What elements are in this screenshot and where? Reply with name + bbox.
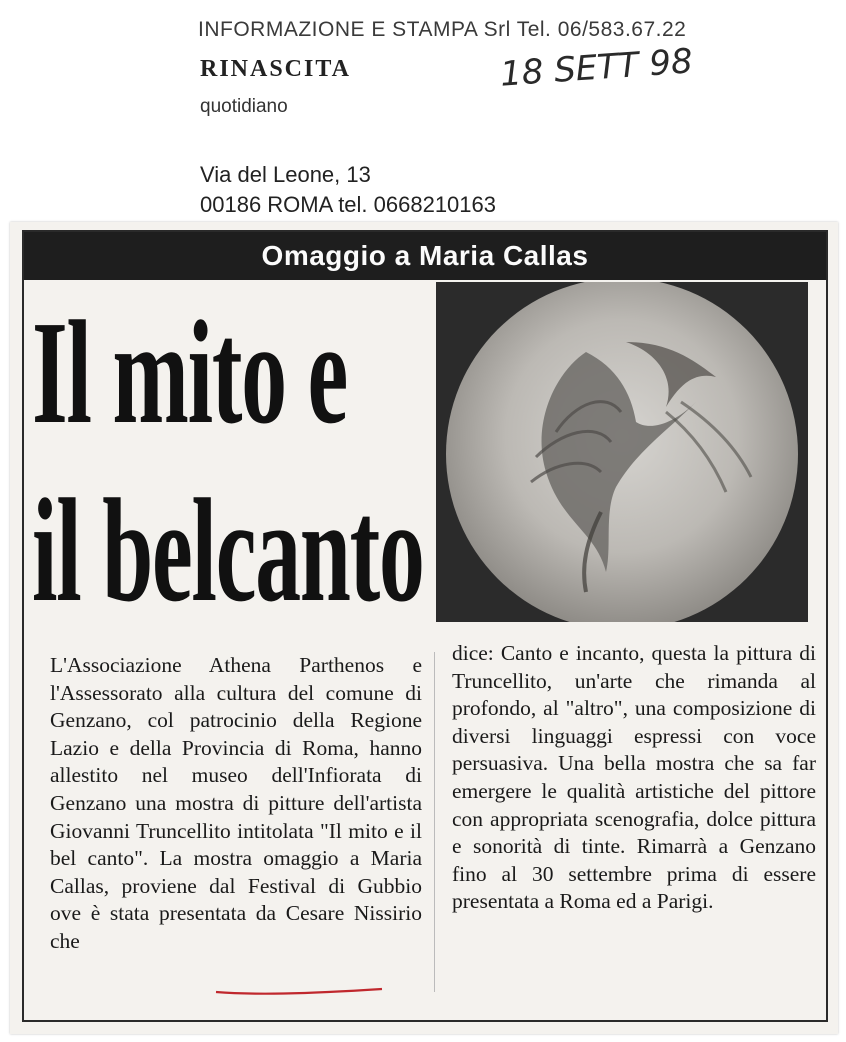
headline (32, 284, 424, 644)
handwritten-underline (214, 986, 384, 996)
headline-line-1: Il mito e (32, 291, 348, 455)
headline-line-2: il belcanto (32, 469, 424, 633)
newspaper-clipping (10, 222, 838, 1034)
column-divider (434, 652, 435, 992)
kicker-text: Omaggio a Maria Callas (261, 240, 589, 271)
newspaper-frequency: quotidiano (200, 96, 288, 117)
article-body-right: dice: Canto e incanto, questa la pittura di Truncellito, un'arte che rimanda al profondo, al "altro", una composizione di diversi linguaggi espressi con voce persuasiva. Una bella mostra che sa far emergere le qualità artistiche del pittore con appropriata scenografia, dolce pittura e sonorità di tinte. Rimarrà a Genzano fino al 30 settembre prima di essere presentata a Roma ed a Parigi. (452, 641, 816, 914)
kicker-banner (24, 232, 826, 280)
agency-stamp-line: INFORMAZIONE E STAMPA Srl Tel. 06/583.67.22 (198, 18, 687, 41)
artwork-image (436, 282, 808, 622)
artwork-illustration (436, 282, 808, 622)
newspaper-name: RINASCITA (200, 56, 351, 82)
article-body-left: L'Associazione Athena Parthenos e l'Assessorato alla cultura del comune di Genzano, col patrocinio della Regione Lazio e della Provincia di Roma, hanno allestito nel museo dell'Infiorata di Genzano una mostra di pitture dell'artista Giovanni Truncellito intitolata "Il mito e il bel canto". La mostra omaggio a Maria Callas, proviene dal Festival di Gubbio ove è stata presentata da Cesare Nissirio che (50, 653, 422, 953)
address-line-1: Via del Leone, 13 (200, 162, 371, 187)
address-line-2: 00186 ROMA tel. 0668210163 (200, 192, 497, 217)
handwritten-date: 18 SETT 98 (498, 41, 694, 95)
